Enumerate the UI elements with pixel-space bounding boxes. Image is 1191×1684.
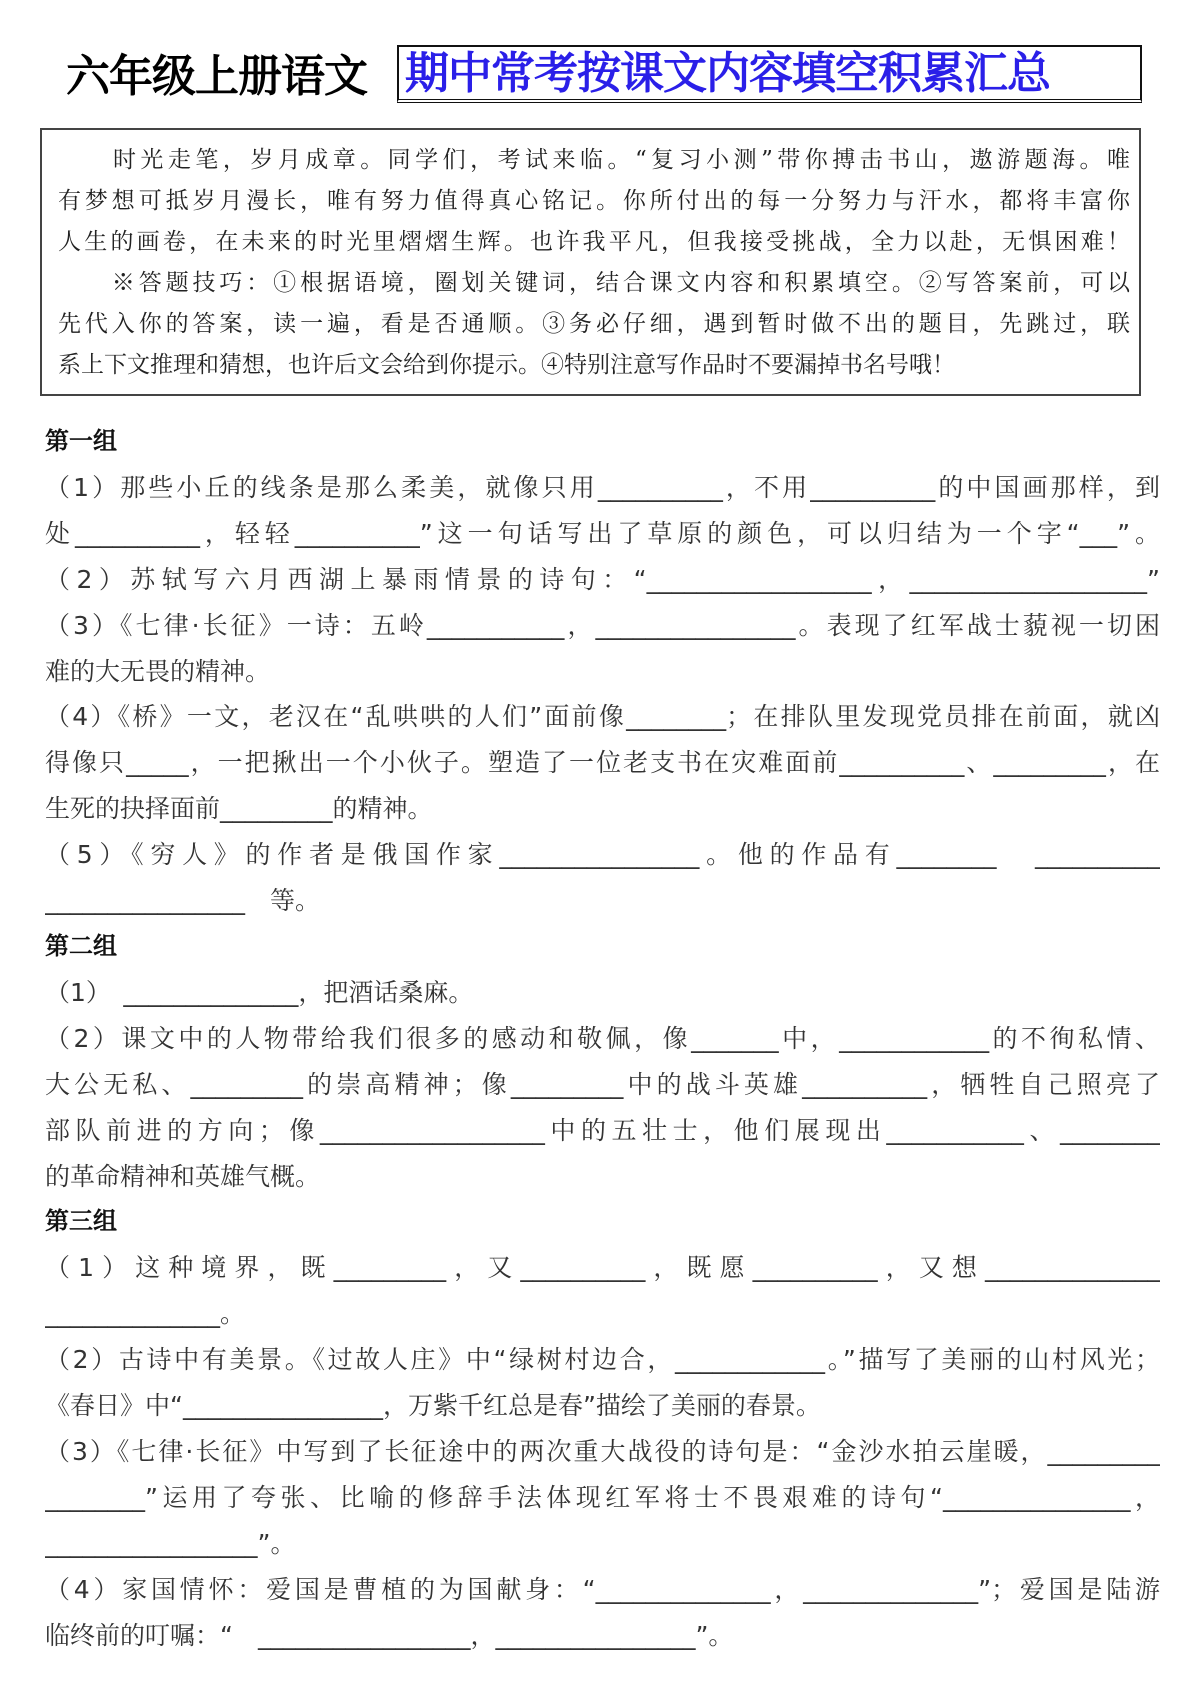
question-line: 处__________，轻轻__________”这一句话写出了草原的颜色，可以归结为一个字“___”。 [45,518,1160,548]
fill-in-questions [45,419,1160,1658]
question-line: 临终前的叮嘱：“ _________________，________________”。 [45,1620,734,1650]
question-line: ________”运用了夸张、比喻的修辞手法体现红军将士不畏艰难的诗句“_______________， [45,1482,1160,1512]
question-line: （2）古诗中有美景。《过故人庄》中“绿树村边合，____________。”描写了美丽的山村风光； [45,1345,1160,1375]
question-line: 大公无私、_________的崇高精神；像_________中的战斗英雄__________，牺牲自己照亮了 [45,1069,1160,1099]
question-line: 生死的抉择面前_________的精神。 [45,794,433,824]
question-line: （2）课文中的人物带给我们很多的感动和敬佩，像_______中，____________的不徇私情、 [45,1023,1160,1053]
group-heading: 第二组 [45,931,117,960]
question-line: 的革命精神和英雄气概。 [45,1161,321,1191]
intro-line: ※答题技巧：①根据语境，圈划关键词，结合课文内容和积累填空。②写答案前，可以 [58,270,1130,296]
question-line: （1）这种境界，既_________，又__________，既愿__________，又想______________ [45,1253,1160,1283]
question-line: 难的大无畏的精神。 [45,656,271,686]
intro-line: 有梦想可抵岁月漫长，唯有努力值得真心铭记。你所付出的每一分努力与汗水，都将丰富你 [58,188,1130,214]
question-line: （4）《桥》一文，老汉在“乱哄哄的人们”面前像________；在排队里发现党员排在前面，就凶 [45,702,1160,732]
question-line: （4）家国情怀：爱国是曹植的为国献身：“______________，______________”；爱国是陆游 [45,1574,1160,1604]
question-line: （1）那些小丘的线条是那么柔美，就像只用__________，不用__________的中国画那样，到 [45,472,1160,502]
question-line: （3）《七律·长征》中写到了长征途中的两次重大战役的诗句是：“金沙水拍云崖暖，_________ [45,1436,1160,1466]
page-title-prefix: 六年级上册语文 [66,51,367,102]
intro-line: 时光走笔，岁月成章。同学们，考试来临。“复习小测”带你搏击书山，遨游题海。唯 [58,147,1130,173]
question-line: 《春日》中“________________，万紫千红总是春”描绘了美丽的春景。 [45,1391,821,1421]
group-heading: 第一组 [45,427,117,455]
question-line: ________________ 等。 [45,886,321,916]
intro-line: 人生的画卷，在未来的时光里熠熠生辉。也许我平凡，但我接受挑战，全力以赴，无惧困难！ [58,229,1130,255]
question-line: _________________”。 [45,1528,296,1558]
page-title-box [397,45,1142,103]
intro-line: 系上下文推理和猜想，也许后文会给到你提示。④特别注意写作品时不要漏掉书名号哦！ [58,352,955,378]
intro-line: 先代入你的答案，读一遍，看是否通顺。③务必仔细，遇到暂时做不出的题目，先跳过，联 [58,311,1130,337]
question-line: （3）《七律·长征》一诗：五岭___________，________________。表现了红军战士藐视一切困 [45,610,1160,640]
question-line: 得像只_____，一把揪出一个小伙子。塑造了一位老支书在灾难面前__________、_________，在 [45,748,1160,778]
intro-box [40,128,1141,396]
question-line: 部队前进的方向；像__________________中的五壮士，他们展现出___________、________ [45,1115,1160,1145]
question-line: （5）《穷人》的作者是俄国作家________________。他的作品有________ __________ [45,840,1160,870]
group-heading: 第三组 [45,1207,117,1236]
intro-text [58,140,1130,386]
page-title-highlight: 期中常考按课文内容填空积累汇总 [405,48,1050,99]
question-line: （2）苏轼写六月西湖上暴雨情景的诗句：“__________________，___________________” [45,564,1160,594]
question-line: （1） ______________，把酒话桑麻。 [45,977,474,1007]
question-line: ______________。 [45,1299,246,1329]
